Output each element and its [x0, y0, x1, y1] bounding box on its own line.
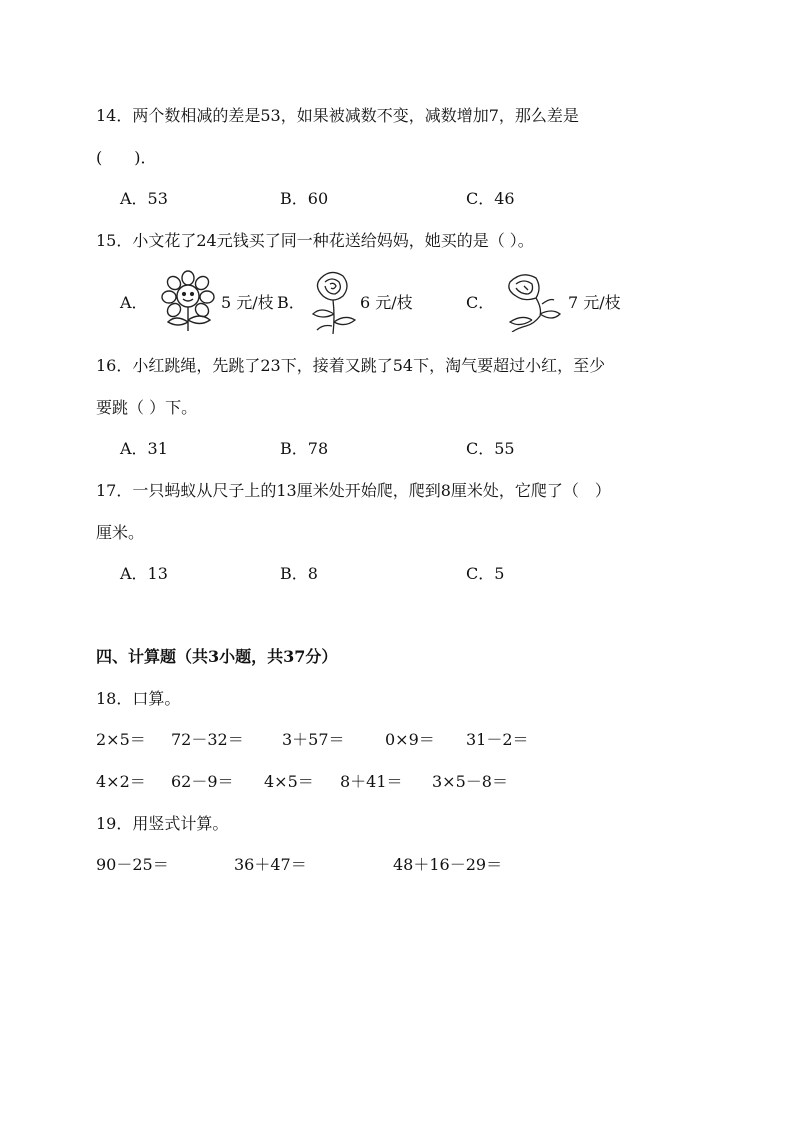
q18-row1-item-2: 72－32＝ [171, 730, 244, 749]
q15-option-c-letter: C． [466, 293, 495, 312]
q16-option-c: C．55 [466, 439, 515, 458]
sunflower-icon [158, 270, 218, 332]
rose-icon [305, 268, 357, 334]
q15-option-c-price: 7 元/枝 [568, 293, 621, 312]
q16-option-a: A．31 [120, 439, 168, 458]
q15-option-b-letter: B． [277, 293, 305, 312]
q17-stem-line1: 17．一只蚂蚁从尺子上的13厘米处开始爬，爬到8厘米处，它爬了（ ） [96, 481, 611, 500]
q14-stem-line1: 14．两个数相减的差是53，如果被减数不变，减数增加7，那么差是 [96, 106, 579, 125]
q17-stem-line2: 厘米。 [96, 523, 145, 542]
q19-item-2: 36＋47＝ [234, 855, 307, 874]
q14-stem-line2: ( )． [96, 148, 157, 167]
q14-option-a: A．53 [120, 189, 168, 208]
q18-row2-item-1: 4×2＝ [96, 772, 146, 791]
q18-row1-item-1: 2×5＝ [96, 730, 146, 749]
q18-row2-item-5: 3×5－8＝ [432, 772, 508, 791]
q18-stem: 18．口算。 [96, 689, 181, 708]
q18-row1-item-5: 31－2＝ [466, 730, 529, 749]
q17-option-a: A．13 [120, 564, 168, 583]
q18-row1-item-3: 3＋57＝ [282, 730, 345, 749]
q14-option-b: B．60 [280, 189, 329, 208]
q18-row1-item-4: 0×9＝ [385, 730, 435, 749]
q18-row2-item-4: 8＋41＝ [340, 772, 403, 791]
q17-option-b: B．8 [280, 564, 318, 583]
q19-item-3: 48＋16－29＝ [393, 855, 503, 874]
q14-option-c: C．46 [466, 189, 515, 208]
q15-stem: 15．小文花了24元钱买了同一种花送给妈妈，她买的是（ ）。 [96, 231, 534, 250]
q15-option-a-price: 5 元/枝 [221, 293, 274, 312]
q19-stem: 19．用竖式计算。 [96, 814, 229, 833]
q15-option-a-letter: A． [120, 293, 148, 312]
section-heading: 四、计算题（共3小题，共37分） [96, 647, 338, 666]
q19-item-1: 90－25＝ [96, 855, 169, 874]
q16-stem-line1: 16．小红跳绳，先跳了23下，接着又跳了54下，淘气要超过小红，至少 [96, 356, 606, 375]
q16-stem-line2: 要跳（ ）下。 [96, 398, 198, 417]
morning-glory-icon [502, 270, 562, 332]
q18-row2-item-2: 62－9＝ [171, 772, 234, 791]
q18-row2-item-3: 4×5＝ [264, 772, 314, 791]
q17-option-c: C．5 [466, 564, 505, 583]
q16-option-b: B．78 [280, 439, 329, 458]
q15-option-b-price: 6 元/枝 [360, 293, 413, 312]
